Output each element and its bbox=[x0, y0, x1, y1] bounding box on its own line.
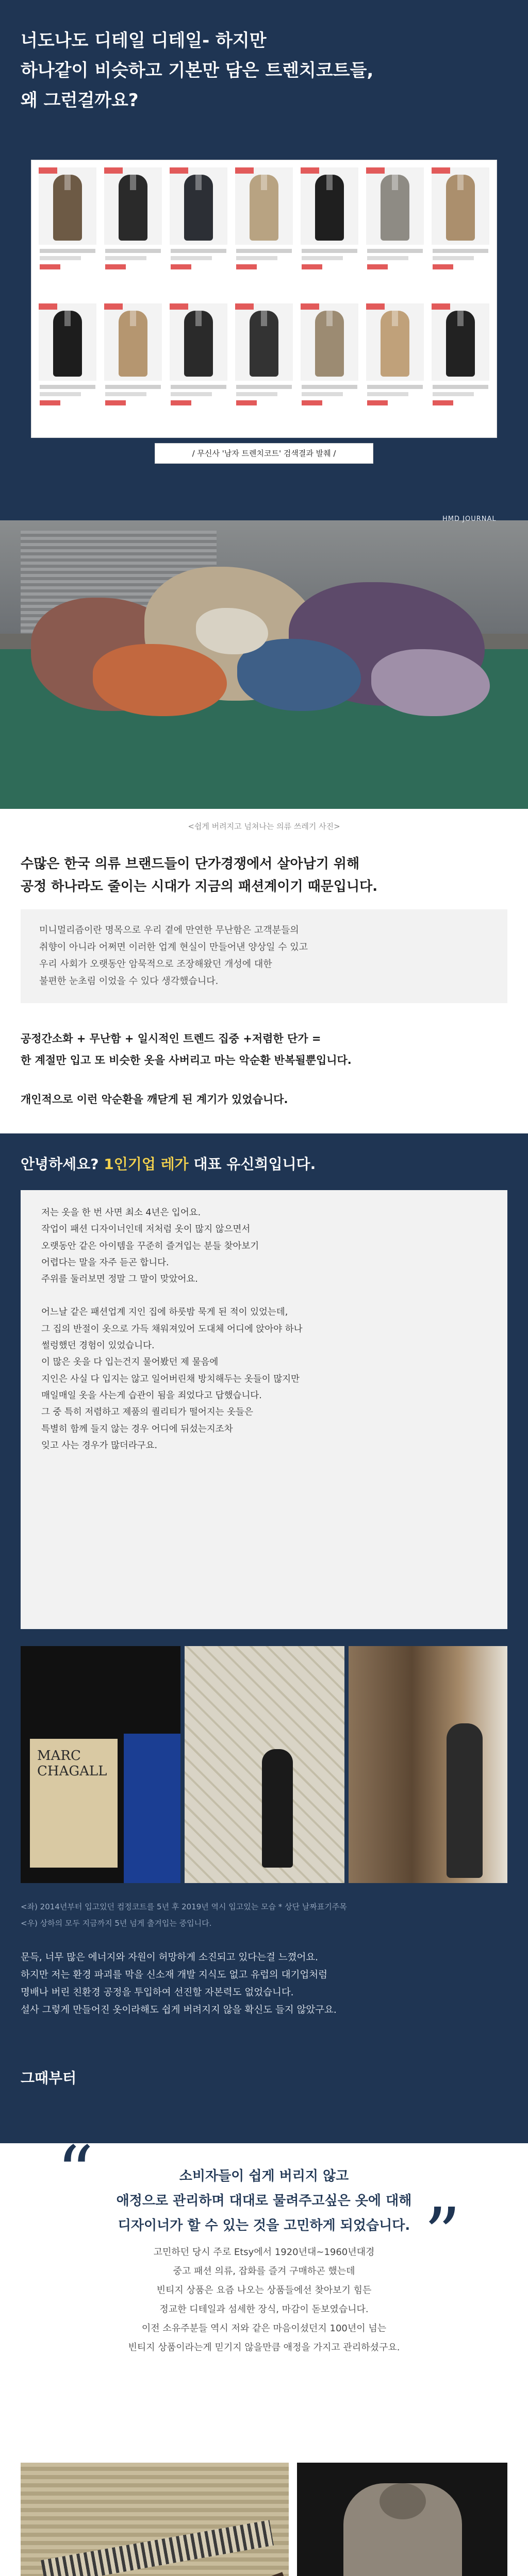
product-card bbox=[170, 303, 227, 432]
hero-title-line: 하나같이 비슷하고 기본만 담은 트렌치코트들, bbox=[21, 60, 374, 81]
story-line: 썰렁했던 경험이 있었습니다. bbox=[41, 1341, 155, 1351]
hero-title-line: 왜 그런걸까요? bbox=[21, 90, 139, 111]
personal-photos bbox=[21, 1646, 507, 1883]
vintage-paragraph bbox=[41, 2243, 487, 2357]
story-line: 특별히 함께 들지 않는 경우 어디에 뒤섰는지조차 bbox=[41, 1423, 233, 1434]
product-card bbox=[301, 303, 358, 432]
story-line: 매일매일 옷을 사는게 습관이 됨을 죄었다고 답했습니다. bbox=[41, 1390, 262, 1401]
product-card bbox=[235, 303, 293, 432]
story-line: 오랫동안 같은 아이템을 꾸준히 즐겨입는 분들 찾아보기 bbox=[41, 1241, 259, 1251]
headline-line: 공정 하나라도 줄이는 시대가 지금의 패션계이기 때문입니다. bbox=[21, 879, 378, 894]
product-card bbox=[104, 167, 162, 296]
story-line: 그 중 특히 저렴하고 제품의 퀄리티가 떨어지는 옷들은 bbox=[41, 1407, 253, 1418]
chagall-poster bbox=[30, 1739, 118, 1868]
photo-vintage-dress bbox=[297, 2463, 507, 2576]
headline-line: 수많은 한국 의류 브랜드들이 단가경쟁에서 살아남기 위해 bbox=[21, 856, 360, 872]
equation-line: 공정간소화 + 무난함 + 일시적인 트렌드 집중 +저렴한 단가 = bbox=[21, 1032, 321, 1045]
section3-title: 그때부터 bbox=[21, 2070, 77, 2087]
product-card bbox=[235, 167, 293, 296]
pile-photo-caption: <쉽게 버려지고 넘쳐나는 의류 쓰레기 사진> bbox=[188, 822, 340, 831]
product-grid-screenshot bbox=[31, 160, 497, 438]
product-card bbox=[432, 167, 489, 296]
product-card bbox=[366, 303, 424, 432]
clothing-waste-photo bbox=[0, 520, 528, 809]
product-card bbox=[432, 303, 489, 432]
story-line: 그 집의 반절이 옷으로 가득 채워져있어 도대체 어디에 앉아야 하나 bbox=[41, 1324, 303, 1334]
para-line: 하지만 저는 환경 파괴를 막을 신소재 개발 지식도 없고 유럽의 대기업처럼 bbox=[21, 1970, 327, 1980]
hero-title bbox=[21, 26, 505, 115]
quote-line: 애정으로 관리하며 대대로 물려주고싶은 옷에 대해 bbox=[116, 2193, 412, 2209]
greeting-heading bbox=[21, 1153, 507, 1174]
para-line: 빈티지 상품은 요즘 나오는 상품들에선 찾아보기 힘든 bbox=[156, 2285, 372, 2296]
equation-line: 한 계절만 입고 또 비슷한 옷을 사버리고 마는 악순환 반복될뿐입니다. bbox=[21, 1054, 352, 1066]
para-line: 고민하던 당시 주로 Etsy에서 1920년대~1960년대경 bbox=[153, 2247, 375, 2258]
quote-text bbox=[62, 2164, 466, 2238]
para-line: 정교한 디테일과 섬세한 장식, 마감이 돋보였습니다. bbox=[159, 2304, 369, 2315]
story-line: 작업이 패션 디자이너인데 저처럼 옷이 많지 않으면서 bbox=[41, 1224, 251, 1235]
story-line: 지인은 사실 다 입지는 않고 일어버린채 방치해두는 옷들이 많지만 bbox=[41, 1374, 300, 1384]
caption-line: <우) 상하의 모두 지금까지 5년 넘게 출겨입는 중입니다. bbox=[21, 1919, 212, 1928]
product-card bbox=[104, 303, 162, 432]
photo-lace-detail bbox=[21, 2463, 289, 2576]
section1-headline bbox=[21, 853, 507, 898]
photo-wallpaper bbox=[185, 1646, 344, 1883]
para-line: 중고 패션 의류, 잡화를 즐겨 구매하곤 했는데 bbox=[173, 2266, 355, 2277]
hero-title-line: 너도나도 디테일 디테일- 하지만 bbox=[21, 30, 267, 51]
box-line: 불편한 눈초림 이었을 수 있다 생각했습니다. bbox=[39, 976, 219, 987]
photo-shop bbox=[349, 1646, 507, 1883]
para-line: 이전 소유주분들 역시 저와 같은 마음이셨던지 100년이 넘는 bbox=[141, 2323, 387, 2334]
story-line: 주위를 둘러보면 정말 그 말이 맞았어요. bbox=[41, 1274, 198, 1285]
product-card bbox=[366, 167, 424, 296]
grid-caption: / 무신사 '남자 트렌치코트' 검색결과 발췌 / bbox=[155, 443, 373, 464]
box-line: 미니멀리즘이란 명목으로 우리 곁에 만연한 무난함은 고객분들의 bbox=[39, 925, 299, 936]
story-line: 어느날 같은 패션업계 지인 집에 하룻밤 묵게 된 적이 있었는데, bbox=[41, 1307, 288, 1318]
greeting-suffix: 대표 유신희입니다. bbox=[193, 1156, 316, 1173]
para-line: 빈티지 상품이라는게 믿기지 않을만큼 애정을 가지고 관리하셨구요. bbox=[128, 2342, 400, 2353]
story-line: 어렵다는 말을 자주 듣곤 합니다. bbox=[41, 1257, 169, 1268]
story-box bbox=[21, 1190, 507, 1629]
caption-line: <좌) 2014년부터 입고있던 컴정코트를 5년 후 2019년 역시 입고있는 모습 * 상단 날짜표기주목 bbox=[21, 1902, 347, 1911]
para-line: 명배나 버린 친환경 공정을 투입하여 선진할 자본력도 없었습니다. bbox=[21, 1987, 294, 1998]
story-line bbox=[41, 1287, 487, 1304]
section1-box bbox=[21, 909, 507, 1003]
quote-line: 디자이너가 할 수 있는 것을 고민하게 되었습니다. bbox=[118, 2218, 410, 2233]
story-line: 저는 옷을 한 번 사면 최소 4년은 입어요. bbox=[41, 1208, 201, 1218]
para-line: 문득, 너무 많은 에너지와 자원이 허망하게 소진되고 있다는걸 느꼈어요. bbox=[21, 1952, 319, 1963]
greeting-prefix: 안녕하세요? bbox=[21, 1156, 104, 1173]
open-quote-icon: “ bbox=[57, 2131, 94, 2215]
quote-line: 소비자들이 쉽게 버리지 않고 bbox=[179, 2168, 349, 2184]
equation-text bbox=[21, 1028, 507, 1071]
watermark: HMD JOURNAL bbox=[442, 515, 497, 523]
greeting-highlight: 1인기업 레가 bbox=[104, 1156, 194, 1173]
photo-caption bbox=[21, 1899, 507, 1931]
personal-statement: 개인적으로 이런 악순환을 깨닫게 된 계기가 있었습니다. bbox=[21, 1093, 288, 1106]
close-quote-icon: ” bbox=[424, 2193, 461, 2277]
product-card bbox=[170, 167, 227, 296]
product-card bbox=[39, 167, 96, 296]
poster-text: MARC CHAGALL bbox=[37, 1748, 107, 1779]
box-line: 취향이 아니라 어쩌면 이러한 업계 현실이 만들어낸 양상일 수 있고 bbox=[39, 942, 308, 953]
story-line: 잊고 사는 경우가 많더라구요. bbox=[41, 1440, 158, 1451]
product-card bbox=[301, 167, 358, 296]
para-line: 설사 그렇게 만들어진 옷이라해도 쉽게 버려지지 않을 확신도 들지 않았구요. bbox=[21, 2005, 337, 2015]
vintage-photos bbox=[21, 2463, 507, 2576]
story-line: 이 많은 옷을 다 입는건지 물어봤던 제 물음에 bbox=[41, 1357, 219, 1368]
reflection-paragraph bbox=[21, 1949, 507, 2019]
box-line: 우리 사회가 오랫동안 암묵적으로 조장해왔던 개성에 대한 bbox=[39, 959, 272, 970]
photo-poster bbox=[21, 1646, 180, 1883]
product-card bbox=[39, 303, 96, 432]
